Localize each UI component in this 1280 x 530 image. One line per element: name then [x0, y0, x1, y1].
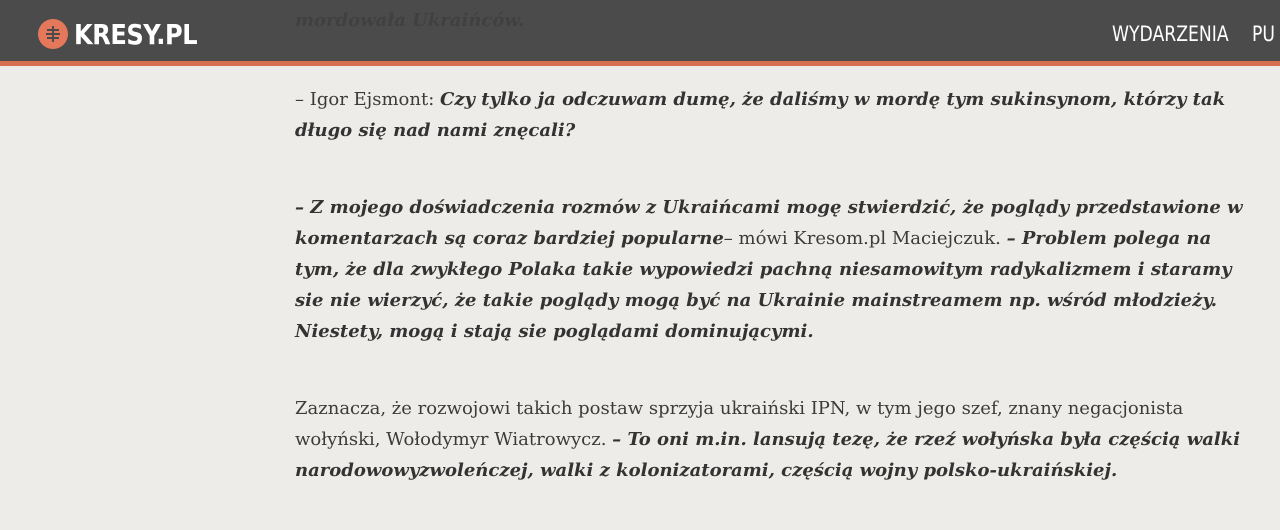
quote-text: – Problem polega na tym, że dla zwykłego Polaka takie wypowiedzi pachną niesamowitym radykalizmem i staramy sie nie wierzyć, że takie poglądy mogą być na Ukrainie mainstreamem np. wśród młodzieży. Niestety, mogą i stają sie poglądami dominującymi. — [295, 228, 1232, 342]
speaker-name: – Igor Ejsmont: — [295, 89, 440, 110]
nav-item-publicystyka[interactable]: PU — [1252, 22, 1275, 46]
site-logo[interactable] — [38, 17, 217, 51]
scrolled-text-behind-header: mordowała Ukraińców. — [295, 10, 525, 31]
attribution-text: – mówi Kresom.pl Maciejczuk. — [723, 228, 1007, 249]
site-header — [0, 0, 1280, 66]
article-paragraph — [295, 192, 1255, 347]
nav-item-wydarzenia[interactable]: WYDARZENIA — [1112, 22, 1229, 46]
logo-cross-icon — [38, 19, 68, 49]
article-paragraph — [295, 393, 1255, 486]
logo-text: KRESY.PL — [74, 17, 198, 51]
article-body — [295, 84, 1255, 530]
quote-text: Czy tylko ja odczuwam dumę, że daliśmy w mordę tym sukinsynom, którzy tak długo się nad nami znęcali? — [295, 89, 1226, 141]
quote-text: – Z mojego doświadczenia rozmów z Ukraińcami mogę stwierdzić, że poglądy przedstawione w komentarzach są coraz bardziej popularne — [295, 197, 1243, 249]
main-nav — [1112, 22, 1280, 46]
paragraph-text: Zaznacza, że rozwojowi takich postaw sprzyja ukraiński IPN, w tym jego szef, znany negacjonista wołyński, Wołodymyr Wiatrowycz. — [295, 398, 1184, 450]
quote-text: – To oni m.in. lansują tezę, że rzeź wołyńska była częścią walki narodowowyzwoleńczej, walki z kolonizatorami, częścią wojny polsko-ukraińskiej. — [295, 429, 1241, 481]
article-paragraph — [295, 84, 1255, 146]
